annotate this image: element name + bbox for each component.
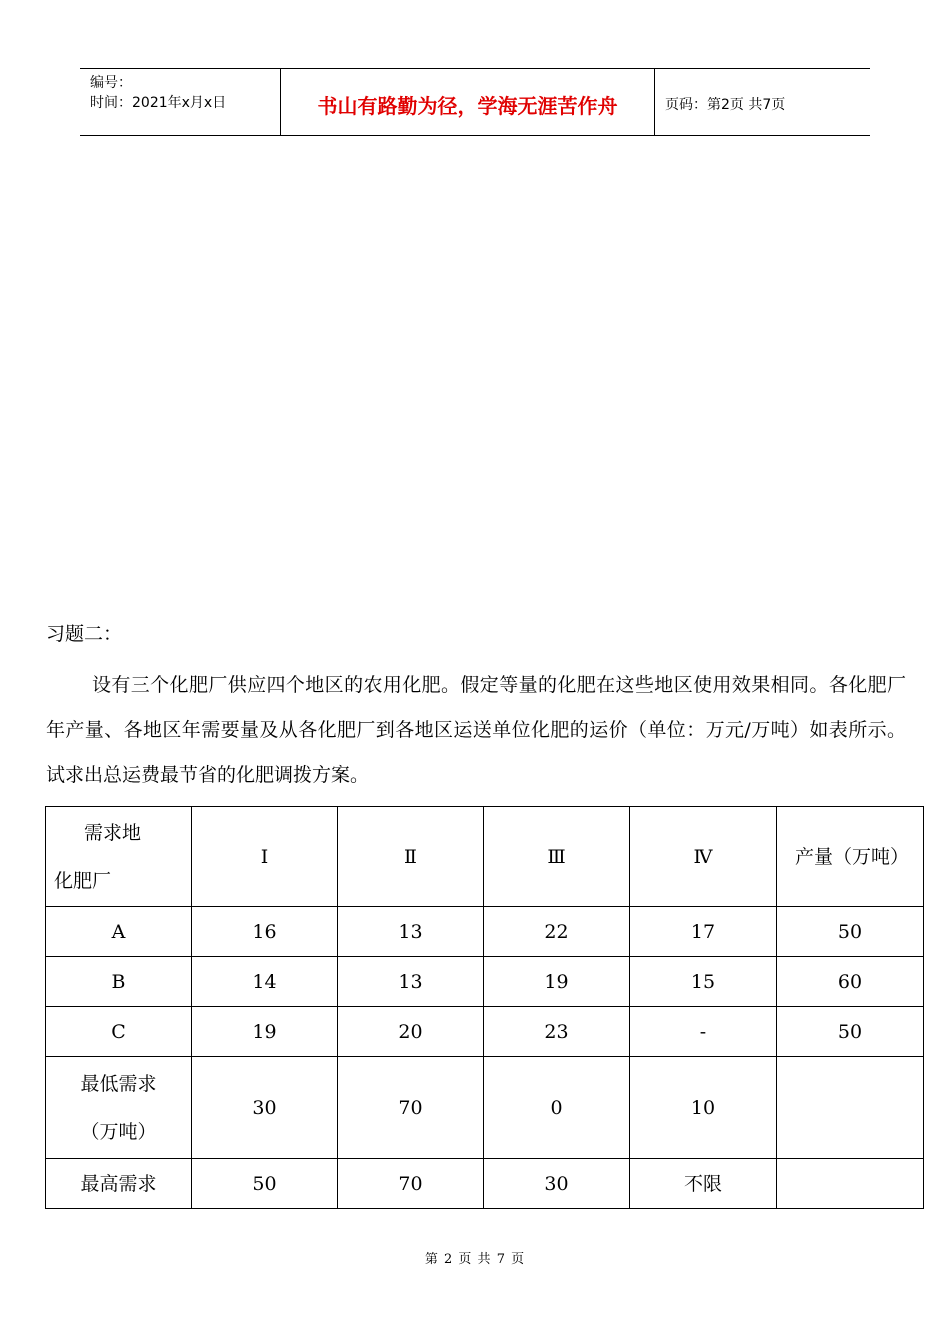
table-cell: 16 [192, 907, 338, 957]
table-cell: 60 [777, 957, 924, 1007]
table-cell: 19 [484, 957, 630, 1007]
table-header-row [46, 807, 924, 907]
table-row [46, 1159, 924, 1209]
table-cell: 17 [630, 907, 777, 957]
column-header: Ⅱ [338, 807, 484, 907]
table-cell [777, 1057, 924, 1159]
row-label [46, 1057, 192, 1159]
table-row [46, 957, 924, 1007]
page-footer: 第 2 页 共 7 页 [424, 1252, 526, 1267]
table-cell: 50 [192, 1159, 338, 1209]
column-header: Ⅰ [192, 807, 338, 907]
table-cell: 19 [192, 1007, 338, 1057]
corner-top-label: 需求地 [84, 821, 142, 844]
table-cell: 50 [777, 907, 924, 957]
exercise-title: 习题二： [46, 623, 123, 645]
table-cell: 30 [192, 1057, 338, 1159]
table-row [46, 1007, 924, 1057]
table-cell: 70 [338, 1159, 484, 1209]
corner-cell [46, 807, 192, 907]
table-cell: 13 [338, 957, 484, 1007]
row-label: B [46, 957, 192, 1007]
header-motto: 书山有路勤为径，学海无涯苦作舟 [281, 69, 655, 135]
time-label: 时间：2021年x月x日 [90, 95, 227, 111]
table-cell: 50 [777, 1007, 924, 1057]
table-cell: 30 [484, 1159, 630, 1209]
output-header [777, 807, 924, 907]
table-cell: 14 [192, 957, 338, 1007]
row-label: C [46, 1007, 192, 1057]
table-cell: 10 [630, 1057, 777, 1159]
table-cell: 70 [338, 1057, 484, 1159]
output-header-label: 产量（万吨） [795, 845, 910, 868]
table-cell: 不限 [630, 1159, 777, 1209]
table-cell: 13 [338, 907, 484, 957]
table-row [46, 1057, 924, 1159]
table-cell: - [630, 1007, 777, 1057]
table-cell [777, 1159, 924, 1209]
column-header: Ⅳ [630, 807, 777, 907]
corner-bottom-label: 化肥厂 [54, 869, 112, 892]
row-label: A [46, 907, 192, 957]
header-meta [80, 69, 281, 135]
row-label: 最高需求 [46, 1159, 192, 1209]
problem-text: 设有三个化肥厂供应四个地区的农用化肥。假定等量的化肥在这些地区使用效果相同。各化肥厂年产量、各地区年需要量及从各化肥厂到各地区运送单位化肥的运价（单位：万元/万吨）如表所示。试求出总运费最节省的化肥调拨方案。 [46, 674, 906, 786]
table-cell: 23 [484, 1007, 630, 1057]
table-cell: 0 [484, 1057, 630, 1159]
table-row [46, 907, 924, 957]
row-label-text: 最低需求（万吨） [80, 1072, 157, 1143]
header-page-info: 页码：第2页 共7页 [665, 97, 786, 113]
transport-cost-table [45, 806, 924, 1209]
column-header: Ⅲ [484, 807, 630, 907]
code-label: 编号： [90, 75, 132, 91]
table-cell: 15 [630, 957, 777, 1007]
table-cell: 20 [338, 1007, 484, 1057]
table-cell: 22 [484, 907, 630, 957]
page-header [80, 68, 870, 136]
